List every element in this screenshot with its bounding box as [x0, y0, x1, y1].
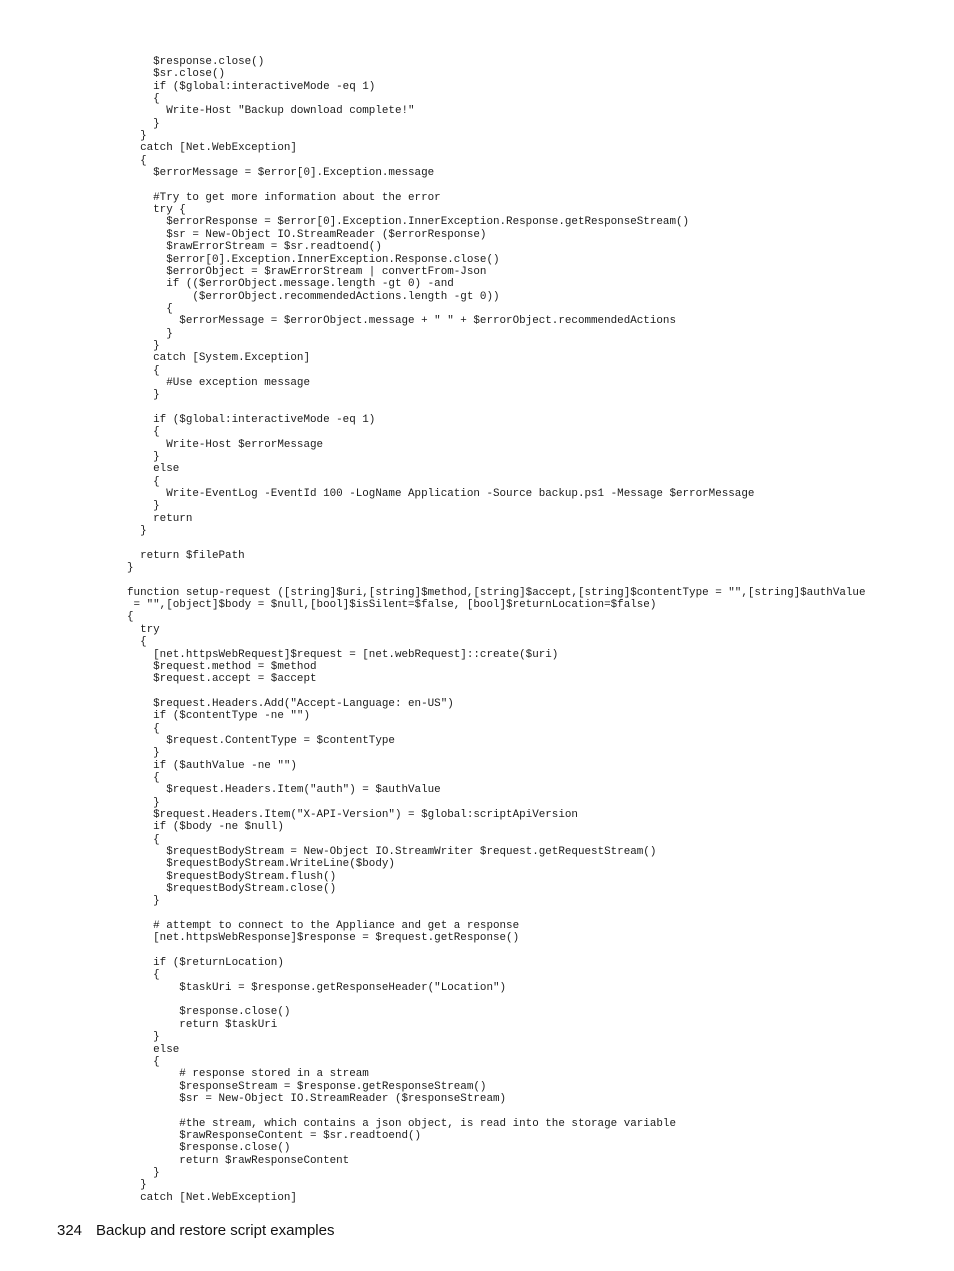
code-line: $request.ContentType = $contentType	[127, 734, 395, 747]
code-line: }	[127, 525, 147, 538]
code-line: {	[127, 833, 160, 846]
code-line: $request.method = $method	[127, 660, 317, 673]
code-line: catch [System.Exception]	[127, 352, 310, 365]
code-line: $request.Headers.Item("auth") = $authValue	[127, 784, 441, 797]
code-line	[127, 402, 866, 414]
code-line: $taskUri = $response.getResponseHeader("Location")	[127, 981, 507, 994]
code-line: ($errorObject.recommendedActions.length -gt 0))	[127, 290, 500, 303]
code-line: }	[127, 130, 147, 143]
code-line: else	[127, 1043, 180, 1056]
code-line: $rawResponseContent = $sr.readtoend()	[127, 1129, 422, 1142]
code-line: #Use exception message	[127, 376, 310, 389]
code-line: if ($body -ne $null)	[127, 821, 284, 834]
code-line: $rawErrorStream = $sr.readtoend()	[127, 241, 382, 254]
code-line: catch [Net.WebException]	[127, 142, 297, 155]
page-number: 324	[57, 1222, 83, 1239]
code-line: $requestBodyStream.flush()	[127, 870, 337, 883]
code-line: $request.accept = $accept	[127, 673, 317, 686]
code-line: $response.close()	[127, 56, 265, 68]
code-line: {	[127, 771, 160, 784]
code-line: = "",[object]$body = $null,[bool]$isSilent=$false, [bool]$returnLocation=$false)	[127, 599, 657, 612]
code-line: {	[127, 93, 160, 106]
code-line: {	[127, 722, 160, 735]
code-line: return $rawResponseContent	[127, 1154, 350, 1167]
code-line: {	[127, 426, 160, 439]
code-line: $errorMessage = $error[0].Exception.message	[127, 167, 435, 180]
section-title: Backup and restore script examples	[96, 1222, 335, 1239]
code-line: catch [Net.WebException]	[127, 1191, 297, 1204]
code-line: }	[127, 562, 134, 575]
code-line: Write-EventLog -EventId 100 -LogName Application -Source backup.ps1 -Message $errorMessage	[127, 488, 755, 501]
code-line: try	[127, 623, 160, 636]
code-line: if (($errorObject.message.length -gt 0) -and	[127, 278, 454, 291]
code-line: }	[127, 339, 160, 352]
code-line: {	[127, 364, 160, 377]
code-line: }	[127, 451, 160, 463]
code-line: }	[127, 895, 160, 908]
code-line	[127, 537, 866, 549]
code-line	[127, 994, 866, 1006]
code-line	[127, 179, 866, 191]
code-line: $requestBodyStream.WriteLine($body)	[127, 858, 395, 871]
code-line: }	[127, 1166, 160, 1179]
code-line: {	[127, 475, 160, 488]
code-line: # attempt to connect to the Appliance and get a response	[127, 920, 520, 933]
code-line: if ($contentType -ne "")	[127, 710, 310, 723]
code-line: [net.httpsWebRequest]$request = [net.webRequest]::create($uri)	[127, 648, 559, 661]
code-line: $response.close()	[127, 1142, 291, 1155]
code-line	[127, 574, 866, 586]
code-line: {	[127, 1055, 160, 1068]
code-line: if ($returnLocation)	[127, 957, 284, 970]
code-listing	[127, 56, 866, 1204]
code-line: $sr = New-Object IO.StreamReader ($responseStream)	[127, 1092, 507, 1105]
code-line: try {	[127, 204, 186, 217]
code-line: return	[127, 512, 193, 525]
code-line: $responseStream = $response.getResponseStream()	[127, 1080, 487, 1093]
code-line: Write-Host "Backup download complete!"	[127, 105, 415, 118]
code-line: if ($global:interactiveMode -eq 1)	[127, 413, 376, 426]
code-line: $request.Headers.Add("Accept-Language: en-US")	[127, 697, 454, 710]
code-line	[127, 945, 866, 957]
code-line: $errorObject = $rawErrorStream | convertFrom-Json	[127, 265, 487, 278]
code-line: function setup-request ([string]$uri,[string]$method,[string]$accept,[string]$contentType = "",[string]$authValue	[127, 586, 866, 599]
code-line: }	[127, 389, 160, 402]
code-line	[127, 1105, 866, 1117]
code-line: }	[127, 1179, 147, 1192]
code-line: {	[127, 969, 160, 982]
code-line: $errorMessage = $errorObject.message + " " + $errorObject.recommendedActions	[127, 315, 676, 328]
code-line: }	[127, 117, 160, 130]
code-line: $requestBodyStream.close()	[127, 883, 337, 896]
code-line: {	[127, 302, 173, 315]
page-footer	[57, 1222, 334, 1239]
code-line: }	[127, 1031, 160, 1044]
code-line: }	[127, 747, 160, 760]
code-line: return $taskUri	[127, 1018, 278, 1031]
code-line: $sr = New-Object IO.StreamReader ($errorResponse)	[127, 228, 487, 241]
code-line: $sr.close()	[127, 68, 226, 81]
code-line: }	[127, 500, 160, 513]
code-line: }	[127, 327, 173, 340]
code-line: Write-Host $errorMessage	[127, 438, 324, 451]
code-line: $requestBodyStream = New-Object IO.StreamWriter $request.getRequestStream()	[127, 846, 657, 858]
code-line: {	[127, 154, 147, 167]
code-line: $error[0].Exception.InnerException.Response.close()	[127, 253, 500, 266]
code-line: if ($authValue -ne "")	[127, 759, 297, 772]
code-line	[127, 908, 866, 920]
code-line: [net.httpsWebResponse]$response = $request.getResponse()	[127, 932, 520, 945]
code-line	[127, 686, 866, 698]
code-line: #Try to get more information about the error	[127, 191, 441, 204]
code-line: #the stream, which contains a json object, is read into the storage variable	[127, 1117, 676, 1130]
code-line: {	[127, 611, 134, 624]
code-line: $response.close()	[127, 1006, 291, 1019]
code-line: }	[127, 796, 160, 809]
code-line: # response stored in a stream	[127, 1068, 369, 1081]
code-line: return $filePath	[127, 549, 245, 562]
code-line: else	[127, 463, 180, 476]
code-line: $request.Headers.Item("X-API-Version") = $global:scriptApiVersion	[127, 808, 578, 821]
code-line: $errorResponse = $error[0].Exception.InnerException.Response.getResponseStream()	[127, 216, 690, 229]
code-line: if ($global:interactiveMode -eq 1)	[127, 80, 376, 93]
code-line: {	[127, 636, 147, 649]
